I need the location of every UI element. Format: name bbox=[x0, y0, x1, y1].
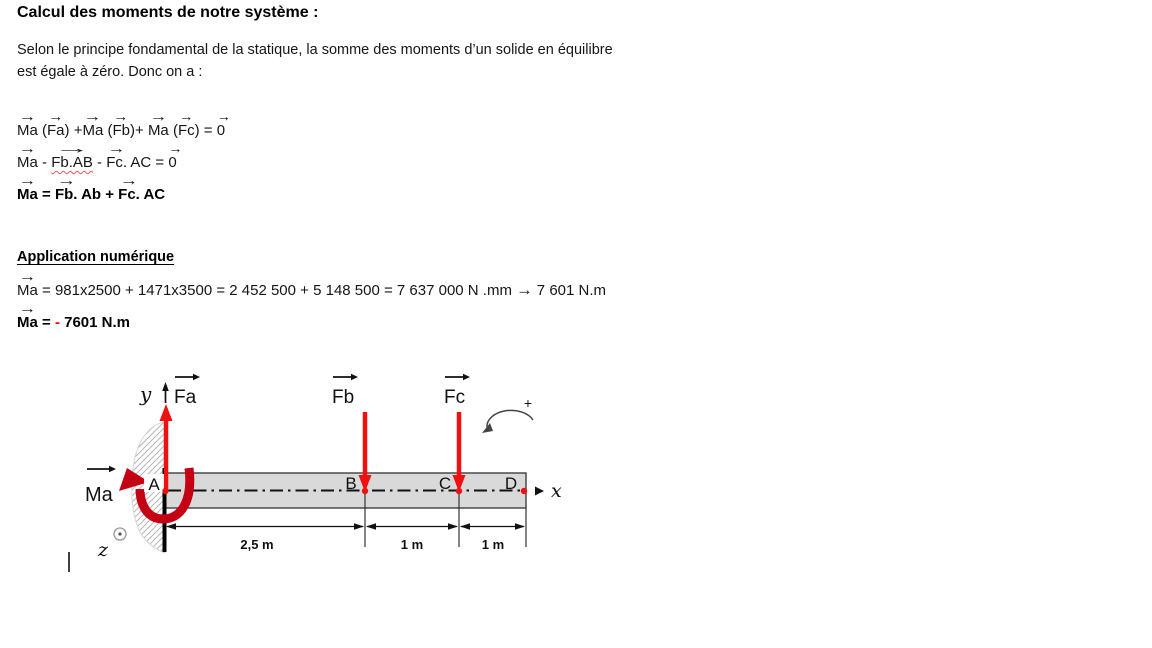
equation-text: AC bbox=[139, 186, 166, 203]
vector-arrow-icon: → bbox=[179, 108, 194, 124]
point-dot-d bbox=[521, 488, 527, 494]
force-arrow-fc bbox=[453, 412, 466, 492]
equation-text: → bbox=[516, 281, 533, 299]
dimension-line-bc bbox=[366, 523, 458, 530]
vector-term: → 0 bbox=[216, 108, 231, 139]
vector-term: → Ma bbox=[17, 314, 38, 331]
vector-arrow-icon: → bbox=[18, 140, 37, 156]
equation-text: = bbox=[37, 186, 55, 203]
vector-arrow-icon: → bbox=[168, 140, 183, 156]
y-axis-arrowhead-icon bbox=[162, 382, 169, 391]
intro-line-1: Selon le principe fondamental de la statique, la somme des moments d’un solide en équilibre bbox=[17, 42, 613, 58]
beam-diagram bbox=[60, 370, 600, 582]
vector-term: → Fc. bbox=[118, 186, 140, 203]
equation-text: )+ bbox=[130, 122, 148, 139]
vector-arrow-icon: → bbox=[113, 108, 129, 124]
vector-arrow-ma-icon bbox=[87, 466, 116, 472]
equation-text: - bbox=[54, 314, 60, 331]
application-heading: Application numérique bbox=[17, 249, 175, 265]
vector-arrow-icon: → bbox=[18, 300, 37, 316]
x-axis-arrowhead-icon bbox=[535, 487, 544, 496]
vector-term: → Fb. bbox=[55, 186, 78, 203]
dimension-line-cd bbox=[460, 523, 525, 530]
vector-arrow-icon: → bbox=[216, 108, 231, 124]
vector-term: → Ma bbox=[82, 122, 103, 139]
vector-arrow-icon: → bbox=[53, 140, 91, 156]
label-fa: Fa bbox=[174, 387, 197, 408]
vector-arrow-icon: → bbox=[18, 172, 37, 188]
vector-term: → Fb.AB bbox=[51, 154, 93, 171]
vector-term: → Ma bbox=[17, 154, 38, 171]
equation-text: - bbox=[92, 154, 107, 171]
vector-arrow-fc-icon bbox=[445, 374, 470, 380]
vector-term: → Ma bbox=[148, 122, 169, 139]
equation-text: 7 601 N.m bbox=[532, 282, 607, 299]
equation-text: AC = bbox=[127, 154, 169, 171]
vector-term: → Fc bbox=[177, 108, 195, 139]
vector-arrow-icon: → bbox=[18, 108, 37, 124]
vector-arrow-icon: → bbox=[119, 172, 139, 188]
axis-x-label: x bbox=[551, 480, 562, 502]
equation-text: ) + bbox=[64, 122, 83, 139]
vector-term: → Fb bbox=[112, 108, 130, 139]
label-ma: Ma bbox=[85, 484, 113, 506]
vector-term: → 0 bbox=[168, 140, 183, 171]
vector-term: → Fc. bbox=[106, 154, 127, 171]
doc-title: Calcul des moments de notre système : bbox=[17, 4, 319, 21]
intro-line-2: est égale à zéro. Donc on a : bbox=[17, 64, 203, 80]
equation-text: ( bbox=[103, 122, 113, 139]
point-dot-c bbox=[456, 488, 462, 494]
label-fb: Fb bbox=[332, 387, 355, 408]
vector-term: → Ma bbox=[17, 282, 38, 299]
point-label-c: C bbox=[438, 474, 452, 493]
vector-arrow-icon: → bbox=[84, 108, 102, 124]
sign-convention-arrow bbox=[482, 410, 533, 433]
equation-text: ) = bbox=[194, 122, 217, 139]
point-dot-a bbox=[162, 488, 168, 494]
point-dot-b bbox=[362, 488, 368, 494]
vector-term: → Fa bbox=[47, 108, 65, 139]
axis-z-label: z bbox=[98, 539, 109, 561]
dimension-line-ab bbox=[166, 523, 364, 530]
equation-text: Ab + bbox=[77, 186, 119, 203]
equation-expanded bbox=[17, 140, 183, 171]
vector-arrow-icon: → bbox=[18, 268, 37, 284]
vector-arrow-icon: → bbox=[48, 108, 64, 124]
point-label-b: B bbox=[345, 474, 357, 493]
force-arrow-fb bbox=[359, 412, 372, 492]
point-label-d: D bbox=[504, 474, 518, 493]
dim-label-cd: 1 m bbox=[481, 537, 505, 552]
label-fc: Fc bbox=[444, 387, 466, 408]
application-line-2 bbox=[17, 300, 130, 331]
equation-text: 7601 N.m bbox=[59, 314, 130, 331]
equation-text: = bbox=[37, 314, 55, 331]
dim-label-ab: 2,5 m bbox=[240, 537, 274, 552]
vector-arrow-icon: → bbox=[107, 140, 126, 156]
equation-result bbox=[17, 172, 166, 203]
vector-arrow-icon: → bbox=[56, 172, 77, 188]
intro-paragraph bbox=[17, 39, 613, 83]
equation-text: ( bbox=[168, 122, 178, 139]
z-axis-dot-icon bbox=[118, 532, 121, 535]
equation-text: ( bbox=[37, 122, 48, 139]
vector-arrow-icon: → bbox=[149, 108, 168, 124]
application-line-1 bbox=[17, 268, 607, 299]
vector-arrow-fb-icon bbox=[333, 374, 358, 380]
equation-sum-of-moments bbox=[17, 108, 231, 139]
vector-term: → Ma bbox=[17, 186, 38, 203]
equation-text: = 981x2500 + 1471x3500 = 2 452 500 + 5 148 500 = 7 637 000 N .mm bbox=[37, 282, 517, 299]
point-label-a: A bbox=[148, 475, 160, 494]
dim-label-bc: 1 m bbox=[400, 537, 424, 552]
vector-term: → Ma bbox=[17, 122, 38, 139]
axis-y-label: y bbox=[140, 382, 152, 406]
equation-text: - bbox=[37, 154, 52, 171]
plus-sign: + bbox=[523, 395, 533, 411]
vector-arrow-fa-icon bbox=[175, 374, 200, 380]
